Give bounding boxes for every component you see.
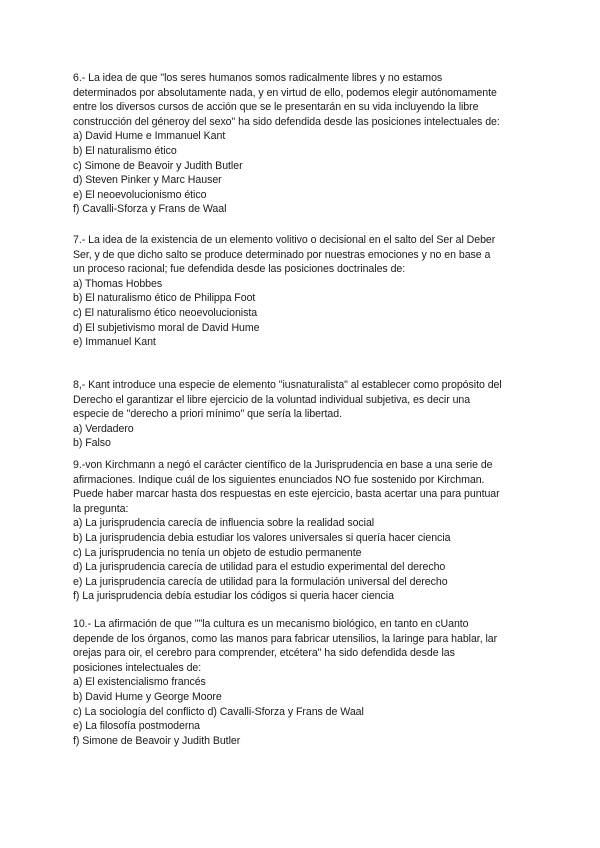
question-prompt-line: afirmaciones. Indique cuál de los siguientes enunciados NO fue sostenido por Kirchman. — [73, 473, 485, 486]
question-prompt-line: 10.- La afirmación de que ""la cultura es un mecanismo biológico, en tanto en cUanto — [73, 618, 469, 630]
question-prompt-line: 6.- La idea de que "los seres humanos somos radicalmente libres y no estamos — [73, 72, 443, 84]
question-7 — [73, 233, 535, 350]
question-prompt-line: Puede haber marcar hasta dos respuestas en este ejercicio, basta acertar una para puntuar — [73, 488, 500, 501]
answer-option: a) David Hume e Immanuel Kant — [73, 130, 226, 143]
question-prompt-line: entre los diversos cursos de acción que se le presentarán en su vida incluyendo la libre — [73, 101, 479, 114]
question-8 — [73, 378, 535, 451]
answer-option: a) El existencialismo francés — [73, 676, 206, 689]
answer-option: d) Steven Pinker y Marc Hauser — [73, 174, 222, 187]
answer-option: f) Cavalli-Sforza y Frans de Waal — [73, 203, 227, 216]
answer-option: e) Immanuel Kant — [73, 336, 156, 349]
answer-option: e) La jurisprudencia carecía de utilidad para la formulación universal del derecho — [73, 575, 448, 588]
question-prompt-line: determinados por absolutamente nada, y en virtud de ello, podemos elegir autónomamente — [73, 86, 497, 99]
answer-option: b) David Hume y George Moore — [73, 690, 222, 703]
question-prompt-line: depende de los órganos, como las manos para fabricar utensilios, la laringe para hablar, lar — [73, 632, 498, 645]
question-prompt-line: 7.- La idea de la existencia de un elemento volitivo o decisional en el salto del Ser al Deber — [73, 234, 496, 246]
question-prompt-line: 9.-von Kirchmann a negó el carácter científico de la Jurisprudencia en base a una serie de — [73, 459, 493, 471]
answer-option: b) La jurisprudencia debia estudiar los valores universales si quería hacer ciencia — [73, 531, 451, 544]
answer-option: a) Thomas Hobbes — [73, 277, 163, 290]
question-prompt-line: Derecho el garantizar el libre ejercicio de la voluntad individual subjetiva, es decir una — [73, 393, 471, 406]
answer-option: b) El naturalismo ético de Philippa Foot — [73, 292, 256, 305]
question-prompt-line: construcción del géneroy del sexo" ha sido defendida desde las posiciones intelectuales de: — [73, 115, 500, 128]
question-6 — [73, 71, 535, 217]
question-prompt-line: un proceso racional; fue defendida desde las posiciones doctrinales de: — [73, 263, 406, 276]
answer-option: b) Falso — [73, 437, 111, 450]
answer-option: c) La sociología del conflicto d) Cavalli-Sforza y Frans de Waal — [73, 705, 364, 718]
question-prompt-line: 8,- Kant introduce una especie de elemento "iusnaturalista" al establecer como propósito del — [73, 379, 502, 391]
answer-option: e) El neoevolucionismo ético — [73, 188, 207, 201]
answer-option: a) La jurisprudencia carecía de influencia sobre la realidad social — [73, 517, 375, 530]
answer-option: c) El naturalismo ético neoevolucionista — [73, 306, 258, 319]
question-prompt-line: Ser, y de que dicho salto se produce determinado por nuestras emociones y no en base a — [73, 248, 491, 261]
question-prompt-line: posiciones intelectuales de: — [73, 661, 202, 674]
answer-option: f) La jurisprudencia debía estudiar los códigos si queria hacer ciencia — [73, 590, 394, 603]
question-prompt-line: orejas para oir, el cerebro para comprender, etcétera" ha sido defendida desde las — [73, 647, 455, 660]
question-10 — [73, 617, 535, 748]
answer-option: c) La jurisprudencia no tenía un objeto de estudio permanente — [73, 546, 362, 559]
answer-option: d) La jurisprudencia carecía de utilidad para el estudio experimental del derecho — [73, 561, 446, 574]
answer-option: a) Verdadero — [73, 422, 134, 435]
answer-option: b) El naturalismo ético — [73, 144, 177, 157]
question-9 — [73, 458, 535, 604]
answer-option: d) El subjetivismo moral de David Hume — [73, 321, 260, 334]
question-prompt-line: la pregunta: — [73, 502, 129, 515]
answer-option: f) Simone de Beavoir y Judith Butler — [73, 734, 241, 747]
answer-option: e) La filosofía postmoderna — [73, 720, 201, 733]
answer-option: c) Simone de Beavoir y Judith Butler — [73, 159, 243, 172]
question-prompt-line: especie de "derecho a priori mínimo" que sería la libertad. — [73, 408, 342, 421]
